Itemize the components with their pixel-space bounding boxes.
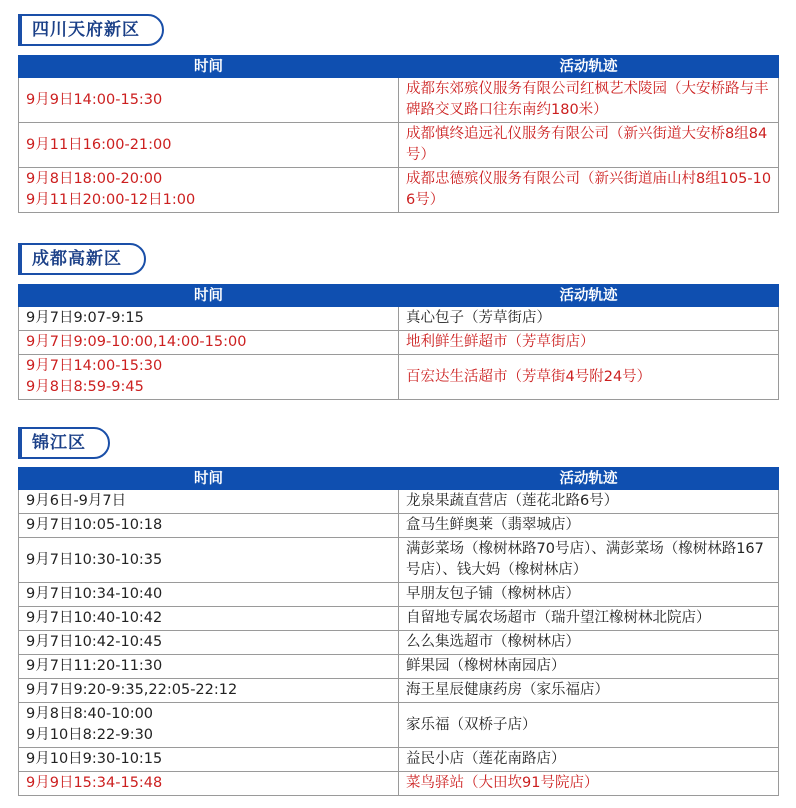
time-value: 9月7日9:20-9:35,22:05-22:12 xyxy=(26,682,238,698)
time-value: 9月7日14:00-15:30 xyxy=(26,358,163,374)
time-value: 9月10日9:30-10:15 xyxy=(26,751,163,767)
time-cell xyxy=(19,703,399,748)
table-row xyxy=(19,703,779,748)
time-cell xyxy=(19,514,399,538)
place-cell: 早朋友包子铺（橡树林店） xyxy=(399,583,779,607)
time-cell xyxy=(19,679,399,703)
header-track: 活动轨迹 xyxy=(399,468,779,490)
section-title: 锦江区 xyxy=(18,427,110,459)
header-time: 时间 xyxy=(19,468,399,490)
header-time: 时间 xyxy=(19,56,399,78)
time-cell xyxy=(19,355,399,400)
time-value: 9月8日8:59-9:45 xyxy=(26,379,144,395)
time-cell xyxy=(19,307,399,331)
time-value: 9月7日11:20-11:30 xyxy=(26,658,163,674)
table-row xyxy=(19,583,779,607)
section-title: 四川天府新区 xyxy=(18,14,164,46)
time-cell xyxy=(19,607,399,631)
place-cell: 百宏达生活超市（芳草街4号附24号） xyxy=(399,355,779,400)
header-track: 活动轨迹 xyxy=(399,56,779,78)
time-cell xyxy=(19,123,399,168)
table-header-row xyxy=(19,285,779,307)
place-cell: 满彭菜场（橡树林路70号店）、满彭菜场（橡树林路167号店）、钱大妈（橡树林店） xyxy=(399,538,779,583)
time-value: 9月7日10:34-10:40 xyxy=(26,586,163,602)
section-title: 成都高新区 xyxy=(18,243,146,275)
place-cell: 成都忠德殡仪服务有限公司（新兴街道庙山村8组105-106号） xyxy=(399,168,779,213)
time-value: 9月11日16:00-21:00 xyxy=(26,136,172,153)
table-row xyxy=(19,772,779,796)
time-cell xyxy=(19,631,399,655)
table-row xyxy=(19,78,779,123)
table-header-row xyxy=(19,468,779,490)
table-row xyxy=(19,355,779,400)
place-cell: 龙泉果蔬直营店（莲花北路6号） xyxy=(399,490,779,514)
place-cell: 益民小店（莲花南路店） xyxy=(399,748,779,772)
table-row xyxy=(19,331,779,355)
time-cell xyxy=(19,490,399,514)
place-cell: 盒马生鲜奥莱（翡翠城店） xyxy=(399,514,779,538)
time-cell xyxy=(19,331,399,355)
place-cell: 么么集选超市（橡树林店） xyxy=(399,631,779,655)
track-table xyxy=(18,284,779,400)
time-cell xyxy=(19,748,399,772)
table-row xyxy=(19,679,779,703)
place-cell: 成都东郊殡仪服务有限公司红枫艺术陵园（大安桥路与丰碑路交叉路口往东南约180米） xyxy=(399,78,779,123)
time-value: 9月9日14:00-15:30 xyxy=(26,91,163,108)
place-cell: 地利鲜生鲜超市（芳草街店） xyxy=(399,331,779,355)
table-row xyxy=(19,123,779,168)
place-cell: 自留地专属农场超市（瑞升望江橡树林北院店） xyxy=(399,607,779,631)
track-table xyxy=(18,467,779,796)
time-value: 9月7日10:40-10:42 xyxy=(26,610,163,626)
place-cell: 家乐福（双桥子店） xyxy=(399,703,779,748)
time-value: 9月10日8:22-9:30 xyxy=(26,727,154,743)
table-header-row xyxy=(19,56,779,78)
time-value: 9月8日18:00-20:00 xyxy=(26,171,163,187)
time-cell xyxy=(19,583,399,607)
time-cell xyxy=(19,168,399,213)
table-row xyxy=(19,607,779,631)
time-cell xyxy=(19,655,399,679)
table-row xyxy=(19,655,779,679)
time-value: 9月7日10:05-10:18 xyxy=(26,517,163,533)
time-value: 9月6日-9月7日 xyxy=(26,493,127,509)
track-table xyxy=(18,55,779,213)
table-row xyxy=(19,490,779,514)
table-row xyxy=(19,748,779,772)
header-time: 时间 xyxy=(19,285,399,307)
place-cell: 鲜果园（橡树林南园店） xyxy=(399,655,779,679)
time-value: 9月7日10:42-10:45 xyxy=(26,634,163,650)
place-cell: 真心包子（芳草街店） xyxy=(399,307,779,331)
table-row xyxy=(19,168,779,213)
time-value: 9月9日15:34-15:48 xyxy=(26,775,163,791)
time-value: 9月11日20:00-12日1:00 xyxy=(26,192,196,208)
time-cell xyxy=(19,78,399,123)
time-value: 9月8日8:40-10:00 xyxy=(26,706,154,722)
place-cell: 菜鸟驿站（大田坎91号院店） xyxy=(399,772,779,796)
place-cell: 海王星辰健康药房（家乐福店） xyxy=(399,679,779,703)
table-row xyxy=(19,514,779,538)
table-row xyxy=(19,307,779,331)
time-cell xyxy=(19,538,399,583)
time-value: 9月7日9:09-10:00,14:00-15:00 xyxy=(26,334,247,350)
table-row xyxy=(19,538,779,583)
header-track: 活动轨迹 xyxy=(399,285,779,307)
table-row xyxy=(19,631,779,655)
time-value: 9月7日10:30-10:35 xyxy=(26,551,163,568)
time-value: 9月7日9:07-9:15 xyxy=(26,310,144,326)
place-cell: 成都慎终追远礼仪服务有限公司（新兴街道大安桥8组84号） xyxy=(399,123,779,168)
time-cell xyxy=(19,772,399,796)
